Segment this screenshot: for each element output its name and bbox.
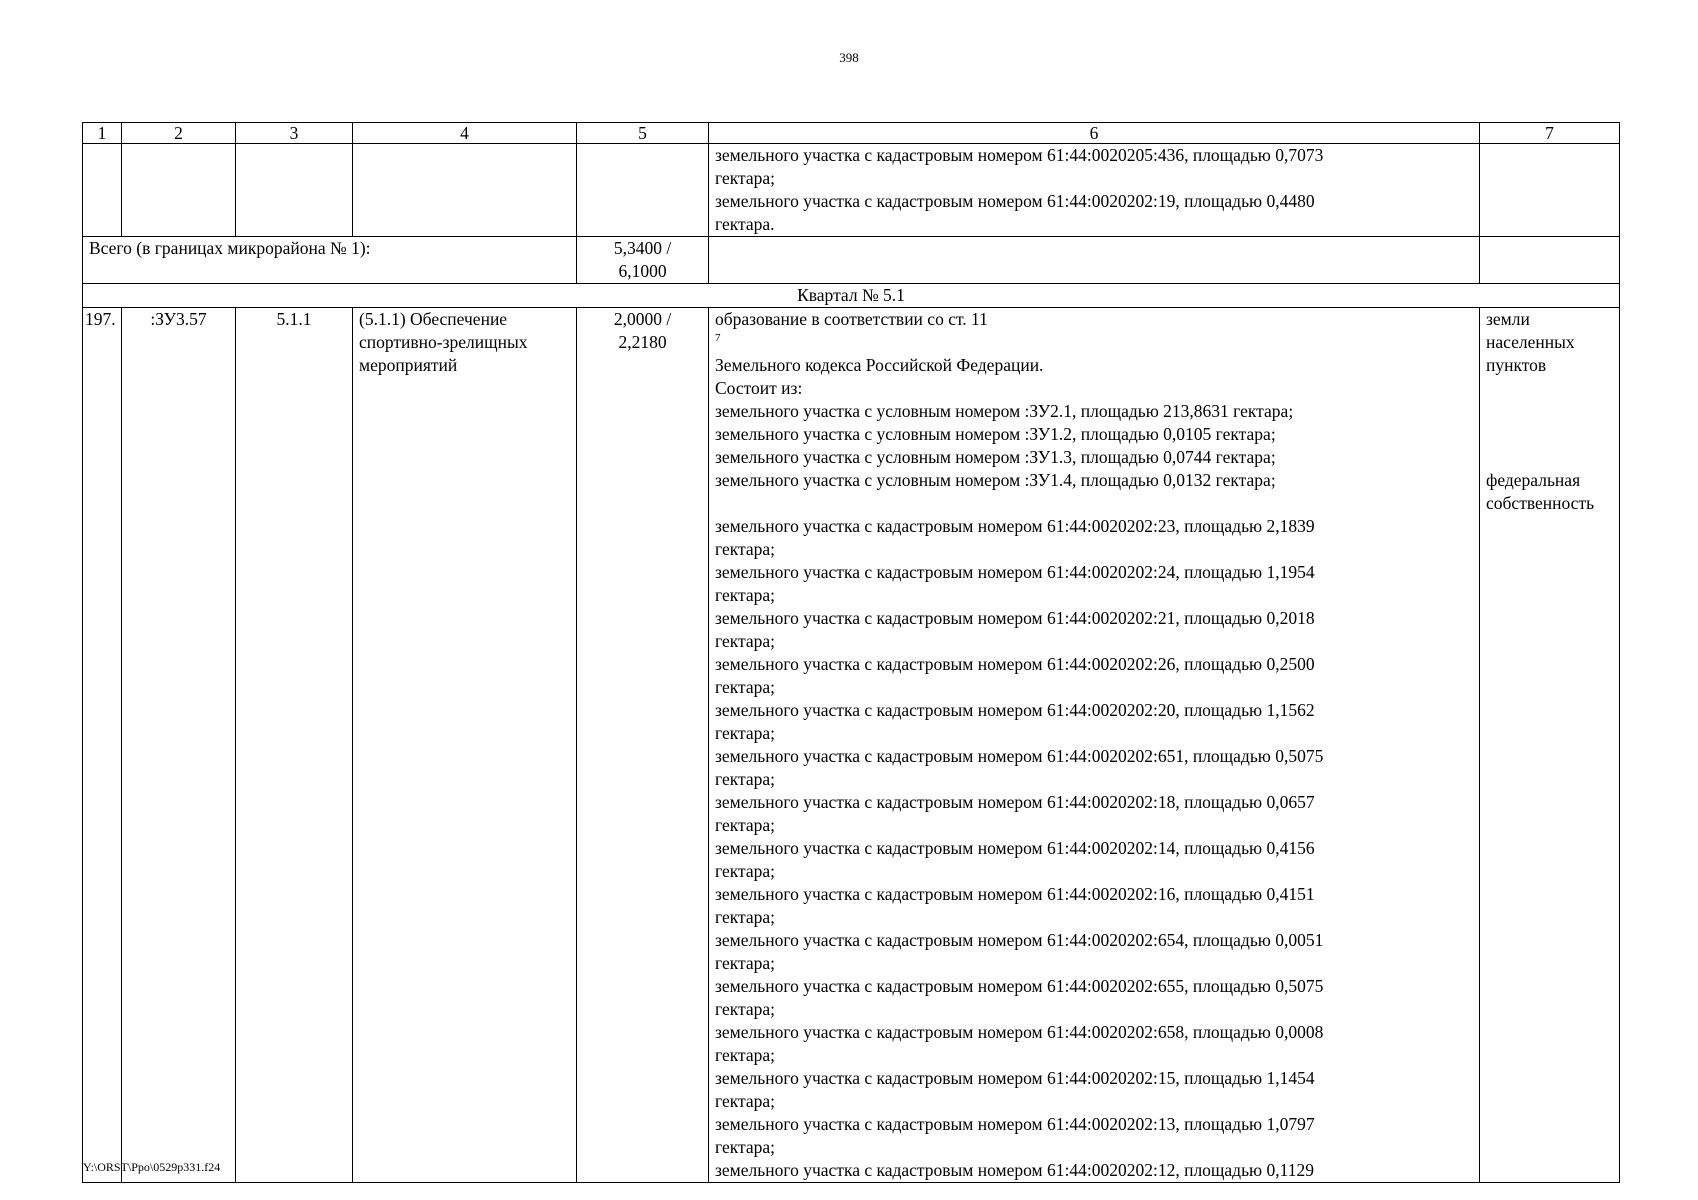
plot-description [709, 308, 1480, 1183]
text-line: земельного участка с кадастровым номером 61:44:0020202:14, площадью 0,4156 [715, 838, 1315, 858]
text-line: земельного участка с кадастровым номером 61:44:0020202:15, площадью 1,1454 [715, 1068, 1315, 1088]
header-cell-2: 2 [122, 123, 236, 144]
text-line: земельного участка с кадастровым номером 61:44:0020202:651, площадью 0,5075 [715, 746, 1324, 766]
text-line: земельного участка с кадастровым номером 61:44:0020202:18, площадью 0,0657 [715, 792, 1315, 812]
category-group-federal [1486, 469, 1613, 515]
use-code: 5.1.1 [236, 308, 353, 1183]
text-line: земельного участка с кадастровым номером 61:44:0020202:13, площадью 1,0797 [715, 1114, 1315, 1134]
description-line: гектара; [715, 168, 775, 188]
continuation-row [83, 144, 1620, 237]
continuation-cell-5 [577, 144, 709, 237]
description-line: земельного участка с кадастровым номером 61:44:0020205:436, площадью 0,7073 [715, 145, 1324, 165]
continuation-cell-1 [83, 144, 122, 237]
text-line: земельного участка с кадастровым номером 61:44:0020202:20, площадью 1,1562 [715, 700, 1315, 720]
text-line: гектара; [715, 1091, 775, 1111]
text-line: гектара; [715, 815, 775, 835]
quarter-row [83, 284, 1620, 308]
text-line: земельного участка с кадастровым номером 61:44:0020202:655, площадью 0,5075 [715, 976, 1324, 996]
text-line: земельного участка с условным номером :ЗУ1.3, площадью 0,0744 гектара; [715, 447, 1276, 467]
text-line: земельного участка с кадастровым номером 61:44:0020202:654, площадью 0,0051 [715, 930, 1324, 950]
description-intro-text: образование в соответствии со ст. 11 [715, 309, 988, 329]
text-line: гектара; [715, 539, 775, 559]
continuation-cell-3 [236, 144, 353, 237]
plot-area [577, 308, 709, 1183]
page-number: 398 [839, 50, 859, 65]
text-line: земельного участка с кадастровым номером 61:44:0020202:21, площадью 0,2018 [715, 608, 1315, 628]
continuation-cell-2 [122, 144, 236, 237]
total-empty-cell-7 [1480, 237, 1620, 284]
continuation-cell-7 [1480, 144, 1620, 237]
text-line: гектара; [715, 953, 775, 973]
text-line: гектара; [715, 999, 775, 1019]
text-line: гектара; [715, 861, 775, 881]
total-value [577, 237, 709, 284]
description-line: земельного участка с кадастровым номером 61:44:0020202:19, площадью 0,4480 [715, 191, 1315, 211]
total-value-line1: 5,3400 / [613, 238, 672, 258]
text-line: земельного участка с кадастровым номером 61:44:0020202:24, площадью 1,1954 [715, 562, 1315, 582]
description-intro [715, 308, 1473, 377]
description-line: гектара. [715, 214, 775, 234]
text-line: федеральная [1486, 470, 1581, 490]
text-line: населенных [1486, 332, 1575, 352]
article-superscript: 7 [715, 332, 721, 345]
total-value-line2: 6,1000 [618, 261, 667, 281]
text-line: гектара; [715, 631, 775, 651]
description-group-cadastral [715, 515, 1473, 1182]
text-line: земельного участка с кадастровым номером 61:44:0020202:26, площадью 0,2500 [715, 654, 1315, 674]
plot-area-line2: 2,2180 [618, 332, 667, 352]
text-line: земельного участка с условным номером :ЗУ2.1, площадью 213,8631 гектара; [715, 401, 1294, 421]
continuation-description [709, 144, 1480, 237]
description-intro-tail: Земельного кодекса Российской Федерации. [715, 355, 1044, 375]
total-row [83, 237, 1620, 284]
use-purpose: (5.1.1) Обеспечение спортивно-зрелищных мероприятий [353, 308, 577, 1183]
text-line: пунктов [1486, 355, 1547, 375]
total-empty-cell-6 [709, 237, 1480, 284]
text-line: гектара; [715, 585, 775, 605]
text-line: земельного участка с условным номером :ЗУ1.2, площадью 0,0105 гектара; [715, 424, 1276, 444]
text-line: гектара; [715, 769, 775, 789]
text-line: гектара; [715, 1137, 775, 1157]
header-cell-6: 6 [709, 123, 1480, 144]
text-line: земельного участка с кадастровым номером 61:44:0020202:12, площадью 0,1129 [715, 1160, 1314, 1180]
file-path-footer: Y:\ORST\Ppo\0529p331.f24 [83, 1160, 221, 1174]
quarter-heading: Квартал № 5.1 [83, 284, 1620, 308]
row-number: 197. [83, 308, 122, 1183]
header-cell-5: 5 [577, 123, 709, 144]
total-label: Всего (в границах микрорайона № 1): [83, 237, 577, 284]
description-spacer [715, 492, 1473, 515]
header-cell-4: 4 [353, 123, 577, 144]
category-group-settlement [1486, 308, 1613, 377]
text-line: земельного участка с кадастровым номером 61:44:0020202:23, площадью 2,1839 [715, 516, 1315, 536]
text-line: Состоит из: [715, 378, 803, 398]
header-cell-3: 3 [236, 123, 353, 144]
category-spacer [1486, 377, 1613, 469]
text-line: гектара; [715, 677, 775, 697]
text-line: гектара; [715, 1045, 775, 1065]
text-line: земельного участка с кадастровым номером 61:44:0020202:658, площадью 0,0008 [715, 1022, 1324, 1042]
text-line: гектара; [715, 907, 775, 927]
land-category [1480, 308, 1620, 1183]
text-line: земельного участка с условным номером :ЗУ1.4, площадью 0,0132 гектара; [715, 470, 1276, 490]
text-line: земли [1486, 309, 1530, 329]
plot-code: :ЗУ3.57 [122, 308, 236, 1183]
table-header-row [83, 123, 1620, 144]
header-cell-7: 7 [1480, 123, 1620, 144]
text-line: земельного участка с кадастровым номером 61:44:0020202:16, площадью 0,4151 [715, 884, 1315, 904]
table-row-197 [83, 308, 1620, 1183]
land-plots-table [82, 122, 1620, 1183]
text-line: гектара; [715, 723, 775, 743]
description-group-conditional [715, 377, 1473, 492]
header-cell-1: 1 [83, 123, 122, 144]
plot-area-line1: 2,0000 / [613, 309, 672, 329]
text-line: собственность [1486, 493, 1595, 513]
continuation-cell-4 [353, 144, 577, 237]
